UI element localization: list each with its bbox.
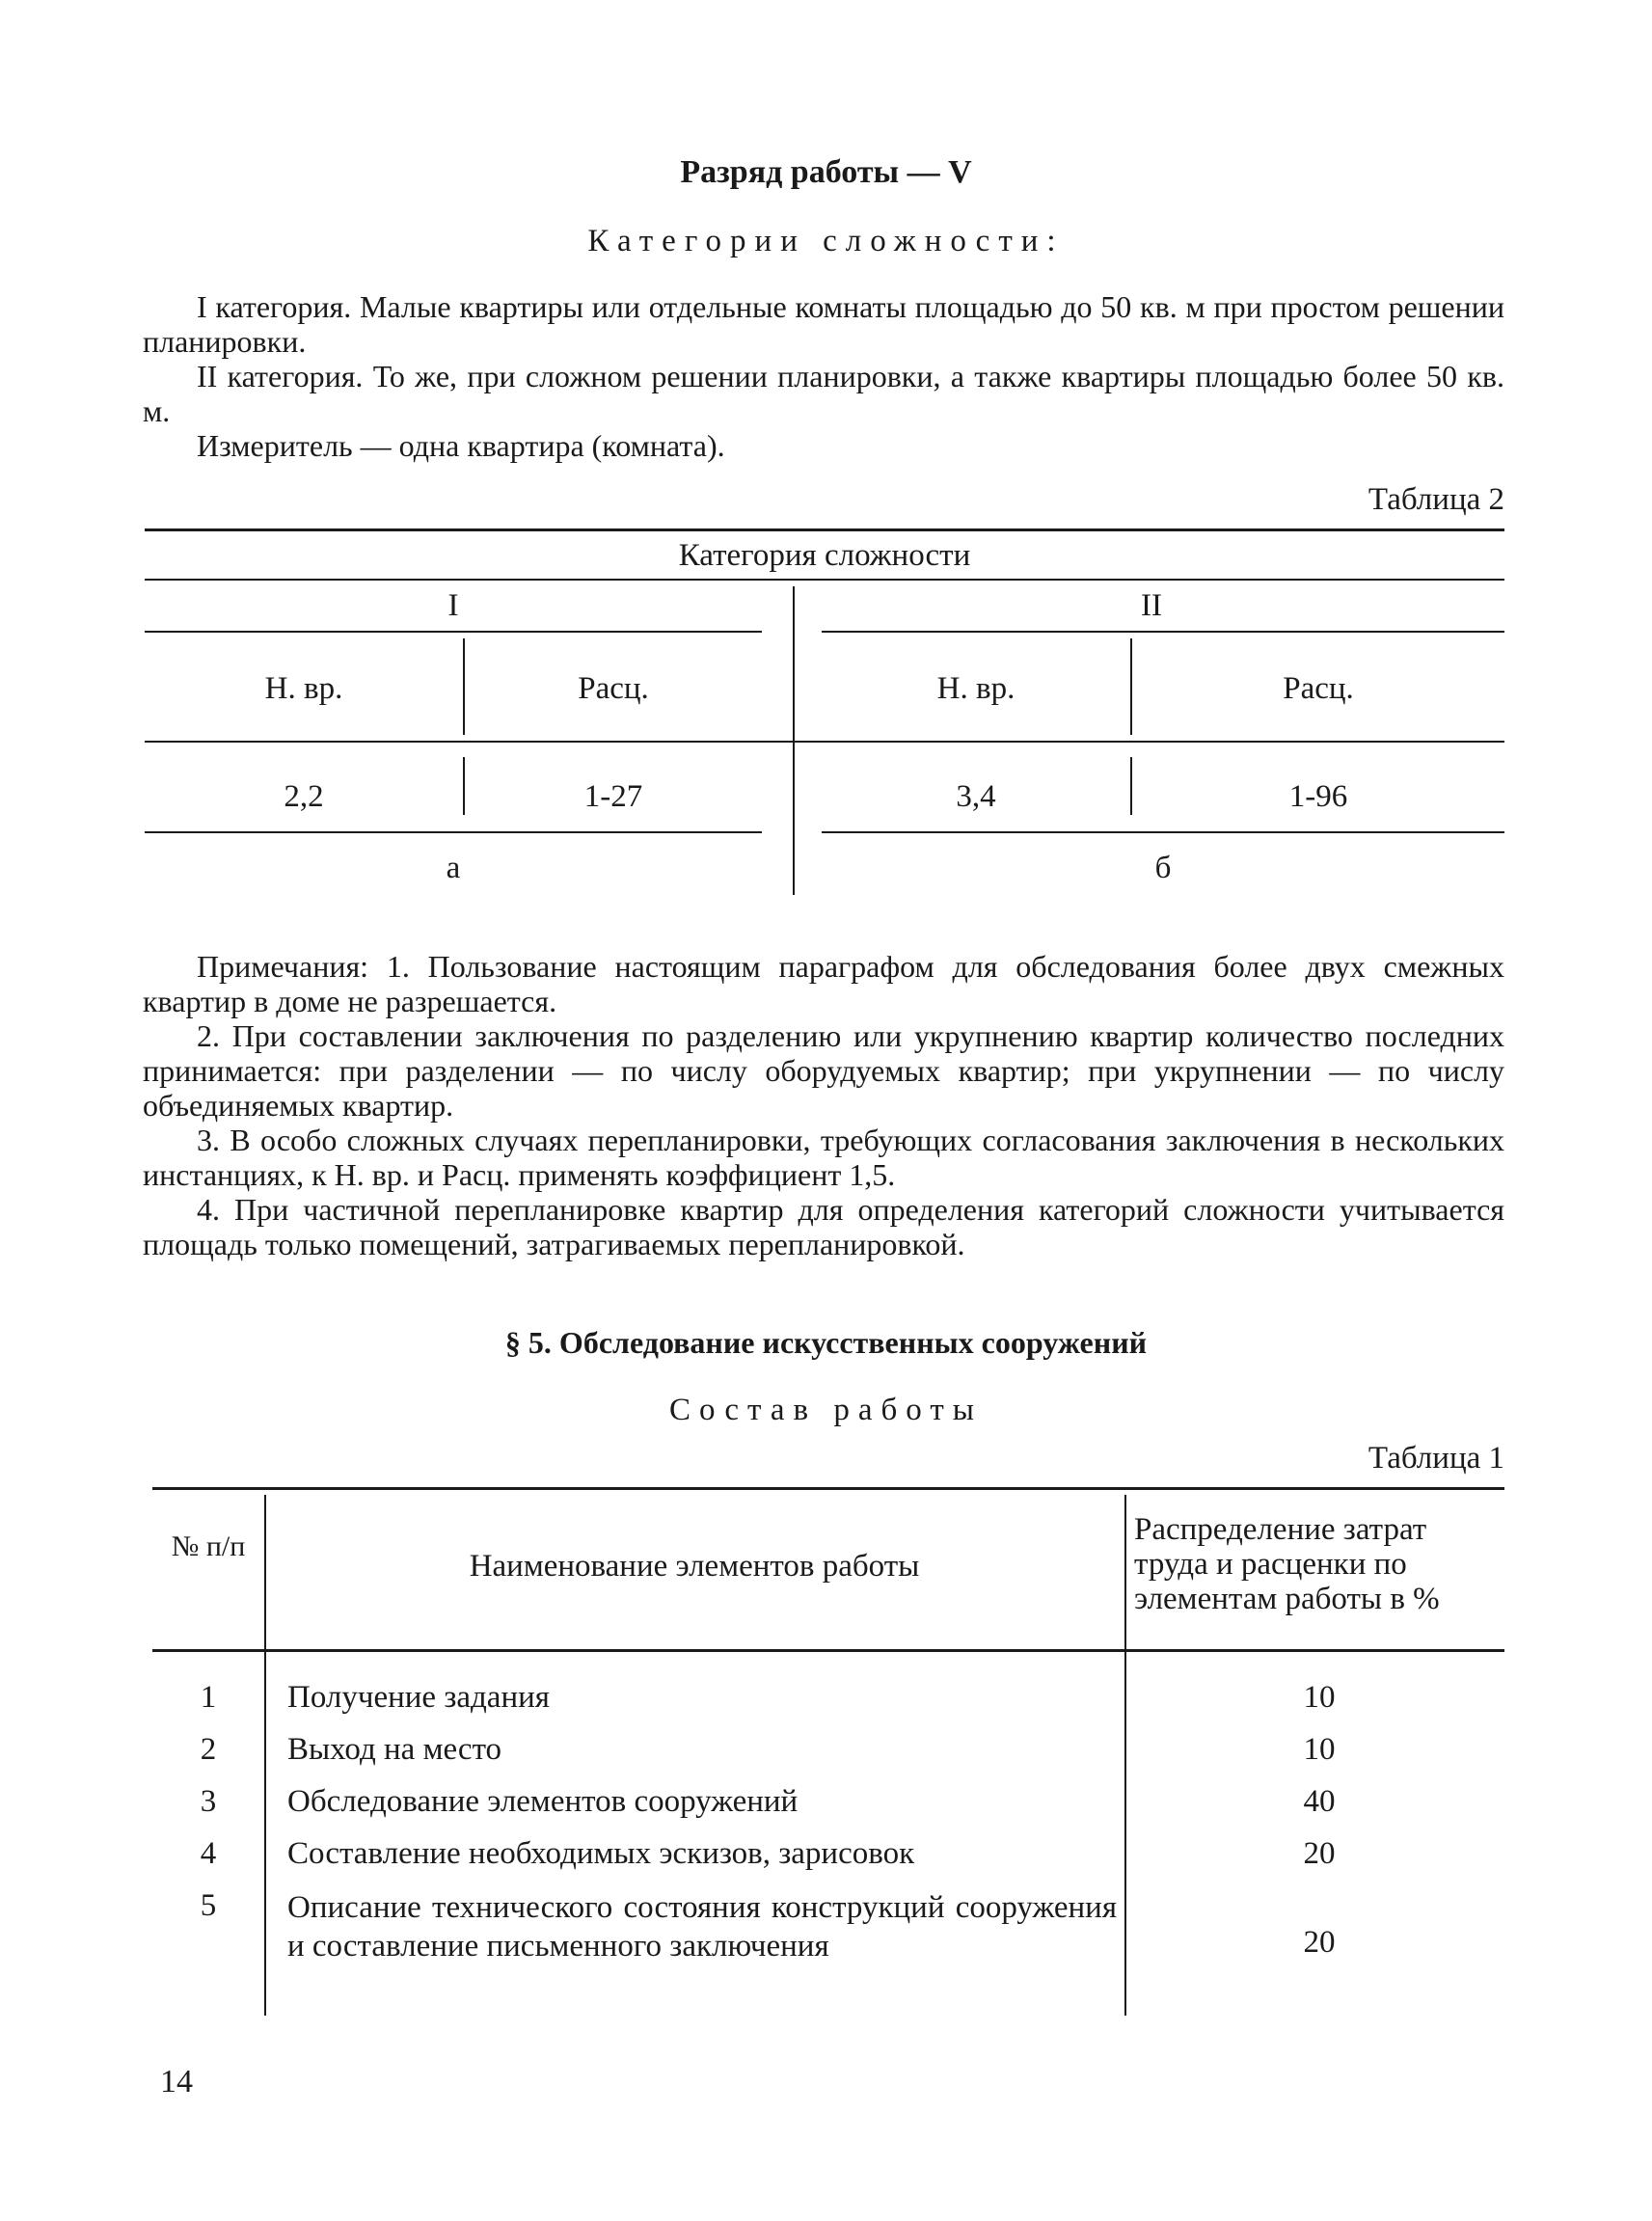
table1-row-name: Выход на место — [287, 1732, 502, 1767]
paragraph-category-1: I категория. Малые квартиры или отдельные комнаты площадью до 50 кв. м при простом решении планировки. — [143, 289, 1504, 359]
table1-row-pct: 10 — [1303, 1680, 1336, 1715]
table1-row-pct: 10 — [1303, 1732, 1336, 1767]
table2-header-norm-2: Н. вр. — [936, 671, 1016, 706]
table1-header-distribution: Распределение затрат труда и расценки по элементам работы в % — [1134, 1512, 1440, 1616]
table2-category-2: II — [1141, 588, 1162, 623]
table2-header-norm-1: Н. вр. — [264, 671, 343, 706]
table2-header-rate-1: Расц. — [578, 671, 649, 706]
page-number: 14 — [160, 2064, 193, 2099]
table2-label: Таблица 2 — [1368, 482, 1504, 517]
paragraph-measure: Измеритель — одна квартира (комната). — [197, 428, 725, 463]
table1-row-name: Получение задания — [287, 1680, 550, 1715]
table2-value-norm-1: 2,2 — [284, 779, 324, 814]
table1-divider — [264, 1495, 266, 2016]
table1-row-pct: 20 — [1303, 1836, 1336, 1871]
table2-value-norm-2: 3,4 — [956, 779, 996, 814]
note-2: 2. При составлении заключения по разделению или укрупнению квартир количество последних принимается: при разделении — по числу оборудуемых квартир; при укрупнении — по числу объединяемых квартир. — [143, 1018, 1504, 1123]
table2-rule — [822, 831, 1504, 833]
table2-header-rate-2: Расц. — [1283, 671, 1354, 706]
table1-row-name: Обследование элементов сооружений — [287, 1784, 799, 1819]
table1-row-num: 5 — [200, 1888, 217, 1923]
table2-rule — [145, 579, 1504, 581]
table1-row-pct: 40 — [1303, 1784, 1336, 1819]
table1-top-rule — [152, 1487, 1504, 1490]
table1-label: Таблица 1 — [1368, 1441, 1504, 1476]
table1-row-num: 3 — [200, 1784, 217, 1819]
paragraph-category-2: II категория. То же, при сложном решении планировки, а также квартиры площадью более 50 кв. м. — [143, 359, 1504, 428]
table2-footer-a: а — [446, 851, 461, 885]
table1-row-pct: 20 — [1303, 1925, 1336, 1960]
table1-divider — [1124, 1495, 1126, 2016]
table2-category-1: I — [447, 588, 459, 623]
table1-header-num: № п/п — [171, 1530, 246, 1562]
section-subtitle-categories: Категории сложности: — [587, 224, 1065, 258]
section-subtitle-composition: Состав работы — [669, 1393, 983, 1427]
table1-header-name: Наименование элементов работы — [469, 1549, 920, 1584]
table2-value-rate-1: 1-27 — [583, 779, 643, 814]
table2-top-rule — [145, 528, 1504, 531]
section-title-structures: § 5. Обследование искусственных сооружений — [504, 1325, 1148, 1360]
note-3: 3. В особо сложных случаях перепланировки, требующих согласования заключения в нескольких инстанциях, к Н. вр. и Расц. применять коэффициент 1,5. — [143, 1123, 1504, 1192]
table2-rule — [145, 631, 762, 633]
table2-rule — [145, 741, 1504, 743]
table2-group-header: Категория сложности — [678, 538, 971, 573]
table1-row-num: 2 — [200, 1732, 217, 1767]
table2-rule — [822, 631, 1504, 633]
table1-row-num: 4 — [200, 1836, 217, 1871]
table1-row-num: 1 — [200, 1680, 217, 1715]
note-4: 4. При частичной перепланировке квартир для определения категорий сложности учитывается площадь только помещений, затрагиваемых перепланировкой. — [143, 1192, 1504, 1261]
table1-row-name: Описание технического состояния конструкций сооружения и составление письменного заключения — [287, 1890, 1117, 1964]
note-1: Примечания: 1. Пользование настоящим параграфом для обследования более двух смежных квартир в доме не разрешается. — [143, 949, 1504, 1018]
table1-row-name: Составление необходимых эскизов, зарисовок — [287, 1836, 915, 1871]
table2-footer-b: б — [1154, 851, 1172, 885]
table1-header-rule — [152, 1649, 1504, 1652]
table2-rule — [145, 831, 762, 833]
table2-value-rate-2: 1-96 — [1288, 779, 1348, 814]
section-title-grade: Разряд работы — V — [680, 154, 972, 190]
